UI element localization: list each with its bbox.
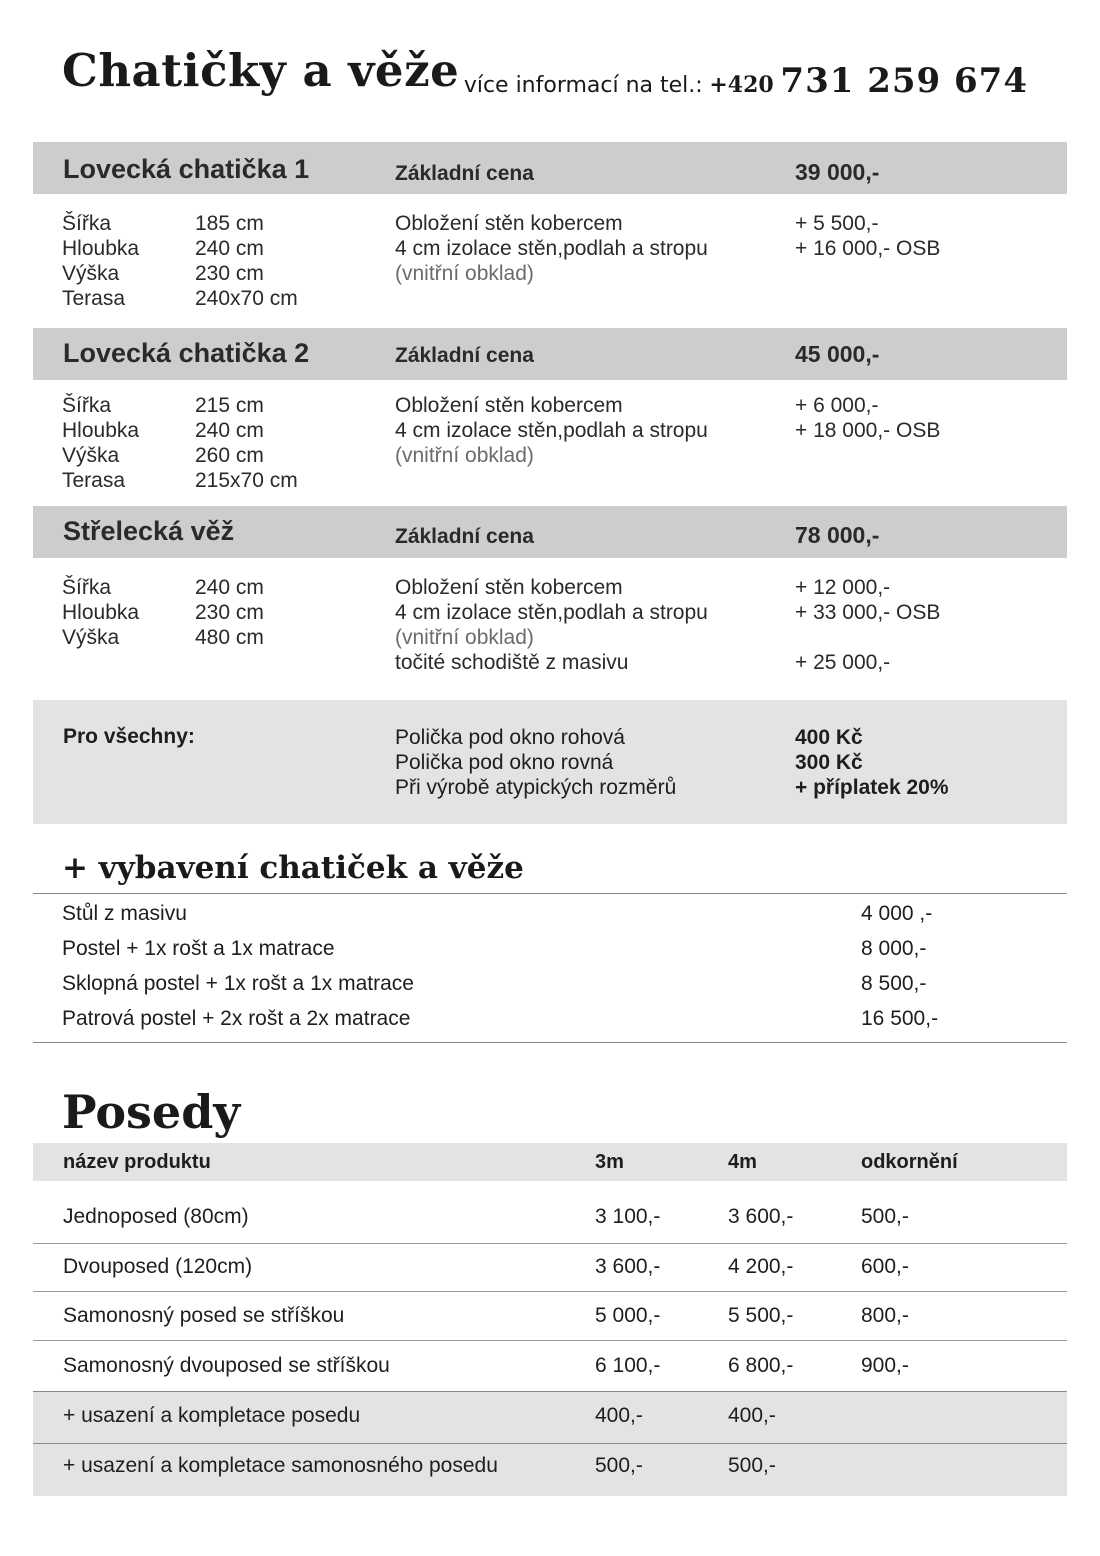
equipment-price: 8 500,- bbox=[861, 972, 927, 995]
list-item bbox=[62, 1006, 962, 1041]
equipment-price: 4 000 ,- bbox=[861, 902, 933, 925]
dim-label: Šířka bbox=[62, 576, 112, 599]
base-price-label: Základní cena bbox=[395, 525, 534, 548]
list-item bbox=[62, 971, 962, 1006]
dim-value: 185 cm bbox=[195, 212, 264, 235]
table-cell: + usazení a kompletace posedu bbox=[63, 1404, 361, 1427]
table-cell: 4 200,- bbox=[728, 1255, 794, 1278]
table-row bbox=[33, 1391, 1067, 1443]
row-divider bbox=[33, 1291, 1067, 1292]
column-header: 4m bbox=[728, 1151, 757, 1173]
table-cell: 5 500,- bbox=[728, 1304, 794, 1327]
dim-label: Šířka bbox=[62, 212, 112, 235]
row-divider bbox=[33, 1243, 1067, 1244]
equipment-price: 8 000,- bbox=[861, 937, 927, 960]
option-price: + 25 000,- bbox=[795, 651, 891, 674]
option-price: + 16 000,- OSB bbox=[795, 237, 941, 260]
for-all-price: + příplatek 20% bbox=[795, 776, 949, 799]
table-cell: 400,- bbox=[595, 1404, 643, 1427]
section-title: Posedy bbox=[62, 1085, 241, 1139]
dim-value: 240x70 cm bbox=[195, 287, 298, 310]
dimension-labels bbox=[62, 211, 139, 311]
table-row bbox=[33, 1255, 1067, 1293]
table-row bbox=[33, 1444, 1067, 1496]
option-price: + 12 000,- bbox=[795, 576, 891, 599]
contact-info bbox=[463, 61, 1028, 101]
equipment-title: + vybavení chatiček a věže bbox=[62, 850, 524, 886]
dimension-labels bbox=[62, 575, 139, 650]
dim-value: 240 cm bbox=[195, 576, 264, 599]
row-divider bbox=[33, 1391, 1067, 1392]
page-title: Chatičky a věže bbox=[62, 44, 460, 97]
table-cell: Samonosný dvouposed se stříškou bbox=[63, 1354, 390, 1377]
option-item: 4 cm izolace stěn,podlah a stropu bbox=[395, 419, 708, 442]
table-row bbox=[33, 1354, 1067, 1392]
option-note: (vnitřní obklad) bbox=[395, 626, 534, 649]
dim-value: 240 cm bbox=[195, 419, 264, 442]
dim-value: 260 cm bbox=[195, 444, 264, 467]
option-item: Obložení stěn kobercem bbox=[395, 212, 623, 235]
dim-value: 240 cm bbox=[195, 237, 264, 260]
equipment-name: Stůl z masivu bbox=[62, 902, 187, 925]
equipment-price: 16 500,- bbox=[861, 1007, 939, 1030]
table-row bbox=[33, 1304, 1067, 1342]
table-cell: 600,- bbox=[861, 1255, 909, 1278]
for-all-item: Při výrobě atypických rozměrů bbox=[395, 776, 677, 799]
product-header bbox=[33, 328, 1067, 380]
table-cell: + usazení a kompletace samonosného posedu bbox=[63, 1454, 498, 1477]
table-cell: 3 100,- bbox=[595, 1205, 661, 1228]
equipment-name: Patrová postel + 2x rošt a 2x matrace bbox=[62, 1007, 411, 1030]
table-cell: 500,- bbox=[861, 1205, 909, 1228]
divider bbox=[33, 893, 1067, 894]
option-price: + 6 000,- bbox=[795, 394, 879, 417]
product-name: Lovecká chatička 1 bbox=[63, 154, 310, 184]
row-divider bbox=[33, 1340, 1067, 1341]
option-list bbox=[395, 575, 708, 675]
dim-label: Hloubka bbox=[62, 237, 140, 260]
option-item: 4 cm izolace stěn,podlah a stropu bbox=[395, 601, 708, 624]
for-all-prices bbox=[795, 725, 949, 800]
equipment-name: Postel + 1x rošt a 1x matrace bbox=[62, 937, 335, 960]
option-item: točité schodiště z masivu bbox=[395, 651, 629, 674]
table-cell: 500,- bbox=[728, 1454, 776, 1477]
dim-value: 215x70 cm bbox=[195, 469, 298, 492]
product-header bbox=[33, 506, 1067, 558]
dimension-labels bbox=[62, 393, 139, 493]
dim-label: Šířka bbox=[62, 394, 112, 417]
product-name: Lovecká chatička 2 bbox=[63, 338, 310, 368]
option-note: (vnitřní obklad) bbox=[395, 444, 534, 467]
for-all-item: Polička pod okno rohová bbox=[395, 726, 625, 749]
option-price: + 33 000,- OSB bbox=[795, 601, 941, 624]
option-prices bbox=[795, 393, 940, 443]
table-cell: Dvouposed (120cm) bbox=[63, 1255, 253, 1278]
for-all-item: Polička pod okno rovná bbox=[395, 751, 614, 774]
option-item: 4 cm izolace stěn,podlah a stropu bbox=[395, 237, 708, 260]
option-prices bbox=[795, 211, 940, 261]
table-cell: 6 800,- bbox=[728, 1354, 794, 1377]
divider bbox=[33, 1042, 1067, 1043]
option-note: (vnitřní obklad) bbox=[395, 262, 534, 285]
equipment-name: Sklopná postel + 1x rošt a 1x matrace bbox=[62, 972, 414, 995]
for-all-price: 400 Kč bbox=[795, 726, 863, 749]
option-price: + 5 500,- bbox=[795, 212, 879, 235]
for-all-price: 300 Kč bbox=[795, 751, 863, 774]
dimension-values bbox=[195, 575, 264, 650]
table-cell: 400,- bbox=[728, 1404, 776, 1427]
for-all-section bbox=[33, 700, 1067, 824]
table-cell: 6 100,- bbox=[595, 1354, 661, 1377]
contact-phone-number[interactable]: 731 259 674 bbox=[780, 61, 1028, 101]
list-item bbox=[62, 901, 962, 936]
table-cell: 3 600,- bbox=[595, 1255, 661, 1278]
base-price: 39 000,- bbox=[795, 159, 880, 185]
table-cell: 500,- bbox=[595, 1454, 643, 1477]
dim-label: Hloubka bbox=[62, 419, 140, 442]
base-price: 45 000,- bbox=[795, 341, 880, 367]
dim-value: 230 cm bbox=[195, 262, 264, 285]
for-all-items bbox=[395, 725, 676, 800]
for-all-label: Pro všechny: bbox=[63, 725, 195, 748]
dim-value: 230 cm bbox=[195, 601, 264, 624]
column-header: 3m bbox=[595, 1151, 624, 1173]
option-list bbox=[395, 393, 708, 468]
list-item bbox=[62, 936, 962, 971]
option-price: + 18 000,- OSB bbox=[795, 419, 941, 442]
contact-label: více informací na tel.: bbox=[463, 73, 703, 98]
table-cell: Samonosný posed se stříškou bbox=[63, 1304, 345, 1327]
table-row bbox=[33, 1205, 1067, 1243]
dimension-values bbox=[195, 211, 298, 311]
dim-label: Hloubka bbox=[62, 601, 140, 624]
table-cell: 3 600,- bbox=[728, 1205, 794, 1228]
table-cell: 5 000,- bbox=[595, 1304, 661, 1327]
option-prices bbox=[795, 575, 940, 675]
dim-value: 480 cm bbox=[195, 626, 264, 649]
base-price: 78 000,- bbox=[795, 522, 880, 548]
product-header bbox=[33, 142, 1067, 194]
table-header bbox=[33, 1143, 1067, 1181]
dim-label: Terasa bbox=[62, 287, 126, 310]
base-price-label: Základní cena bbox=[395, 344, 534, 367]
column-header: odkornění bbox=[861, 1151, 958, 1173]
dimension-values bbox=[195, 393, 298, 493]
option-item: Obložení stěn kobercem bbox=[395, 576, 623, 599]
table-cell: 800,- bbox=[861, 1304, 909, 1327]
option-list bbox=[395, 211, 708, 286]
option-item: Obložení stěn kobercem bbox=[395, 394, 623, 417]
option-price bbox=[795, 625, 940, 650]
contact-country-code: +420 bbox=[709, 72, 774, 98]
dim-label: Terasa bbox=[62, 469, 126, 492]
equipment-list bbox=[62, 901, 962, 1041]
dim-value: 215 cm bbox=[195, 394, 264, 417]
table-cell: Jednoposed (80cm) bbox=[63, 1205, 249, 1228]
dim-label: Výška bbox=[62, 626, 120, 649]
dim-label: Výška bbox=[62, 444, 120, 467]
table-cell: 900,- bbox=[861, 1354, 909, 1377]
product-name: Střelecká věž bbox=[63, 516, 235, 546]
dim-label: Výška bbox=[62, 262, 120, 285]
base-price-label: Základní cena bbox=[395, 162, 534, 185]
column-header: název produktu bbox=[63, 1151, 211, 1173]
